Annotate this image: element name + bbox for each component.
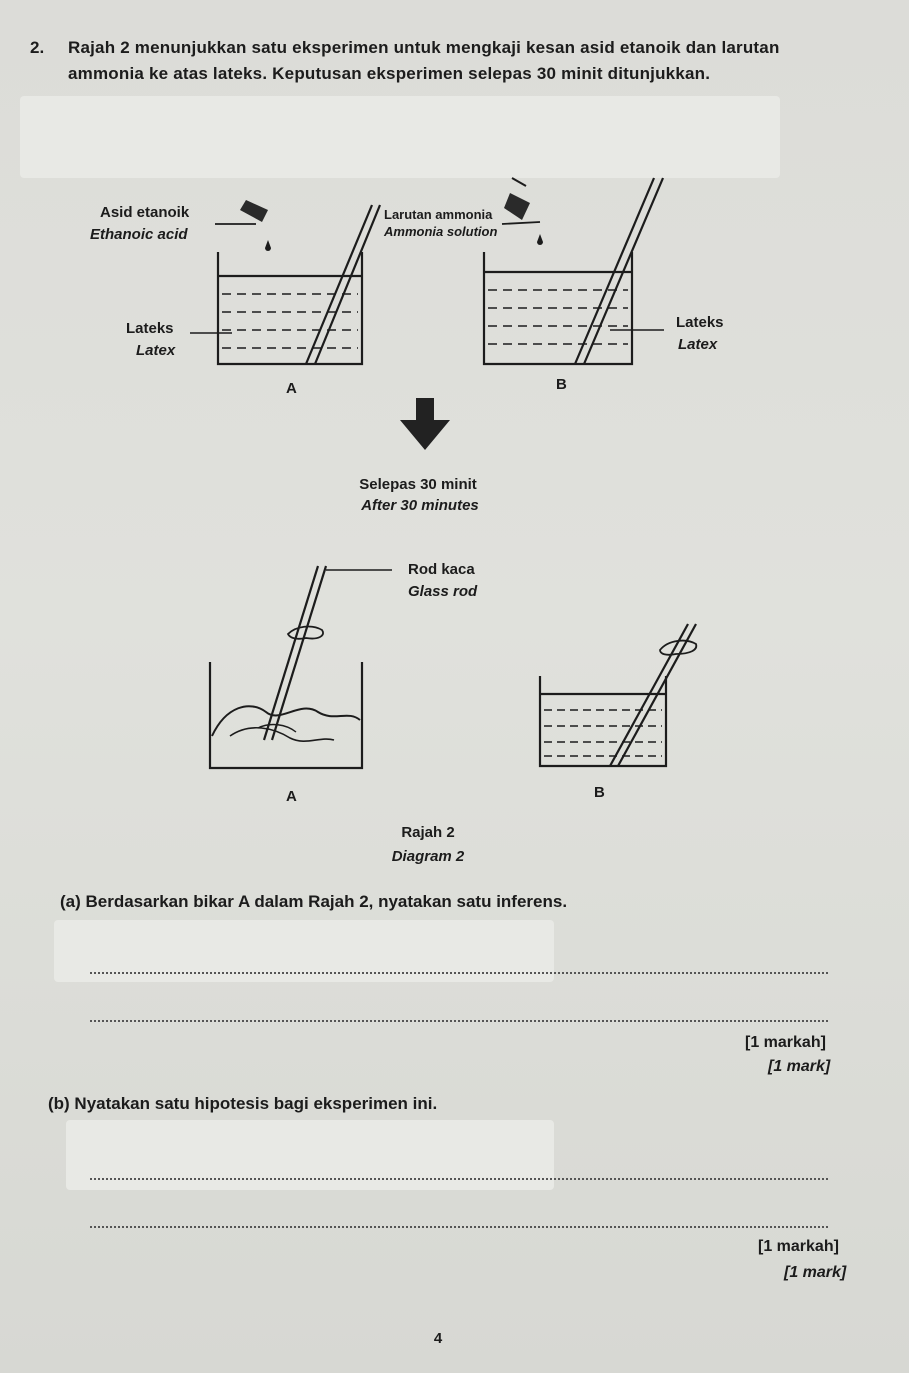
- beaker-b-label: B: [556, 376, 567, 393]
- latex-right-ms: Lateks: [676, 314, 724, 331]
- rod-label-ms: Rod kaca: [408, 561, 475, 578]
- part-b-question: (b) Nyatakan satu hipotesis bagi eksperimen ini.: [48, 1094, 438, 1113]
- latex-right-en: Latex: [678, 336, 718, 353]
- part-a-mark-ms: [1 markah]: [745, 1034, 826, 1051]
- answer-line-b-2[interactable]: [90, 1226, 828, 1228]
- answer-line-b-1[interactable]: [90, 1178, 828, 1180]
- question-text-line-1: Rajah 2 menunjukkan satu eksperimen untuk mengkaji kesan asid etanoik dan larutan: [68, 38, 780, 57]
- part-b-mark-en: [1 mark]: [784, 1264, 847, 1281]
- question-text-line-2: ammonia ke atas lateks. Keputusan eksperimen selepas 30 minit ditunjukkan.: [68, 64, 711, 83]
- part-b-mark-ms: [1 markah]: [758, 1238, 839, 1255]
- after-label-ms: Selepas 30 minit: [359, 476, 477, 493]
- diagram-caption-ms: Rajah 2: [401, 824, 455, 841]
- beaker-b2-label: B: [594, 784, 605, 801]
- part-a-mark-en: [1 mark]: [768, 1058, 831, 1075]
- answer-line-a-1[interactable]: [90, 972, 828, 974]
- beaker-a2-label: A: [286, 788, 297, 805]
- beaker-a-label: A: [286, 380, 297, 397]
- acid-label-ms: Asid etanoik: [100, 204, 190, 221]
- latex-left-ms: Lateks: [126, 320, 174, 337]
- ammonia-label-ms: Larutan ammonia: [384, 207, 493, 222]
- rod-label-en: Glass rod: [408, 583, 478, 600]
- down-arrow-icon: [400, 398, 450, 450]
- part-a-question: (a) Berdasarkan bikar A dalam Rajah 2, nyatakan satu inferens.: [60, 892, 568, 911]
- acid-label-en: Ethanoic acid: [90, 226, 188, 243]
- latex-left-en: Latex: [136, 342, 176, 359]
- diagram-caption-en: Diagram 2: [391, 848, 465, 865]
- question-number: 2.: [30, 38, 45, 57]
- answer-line-a-2[interactable]: [90, 1020, 828, 1022]
- after-label-en: After 30 minutes: [361, 497, 479, 514]
- page-number: 4: [433, 1330, 443, 1347]
- ammonia-label-en: Ammonia solution: [384, 224, 498, 239]
